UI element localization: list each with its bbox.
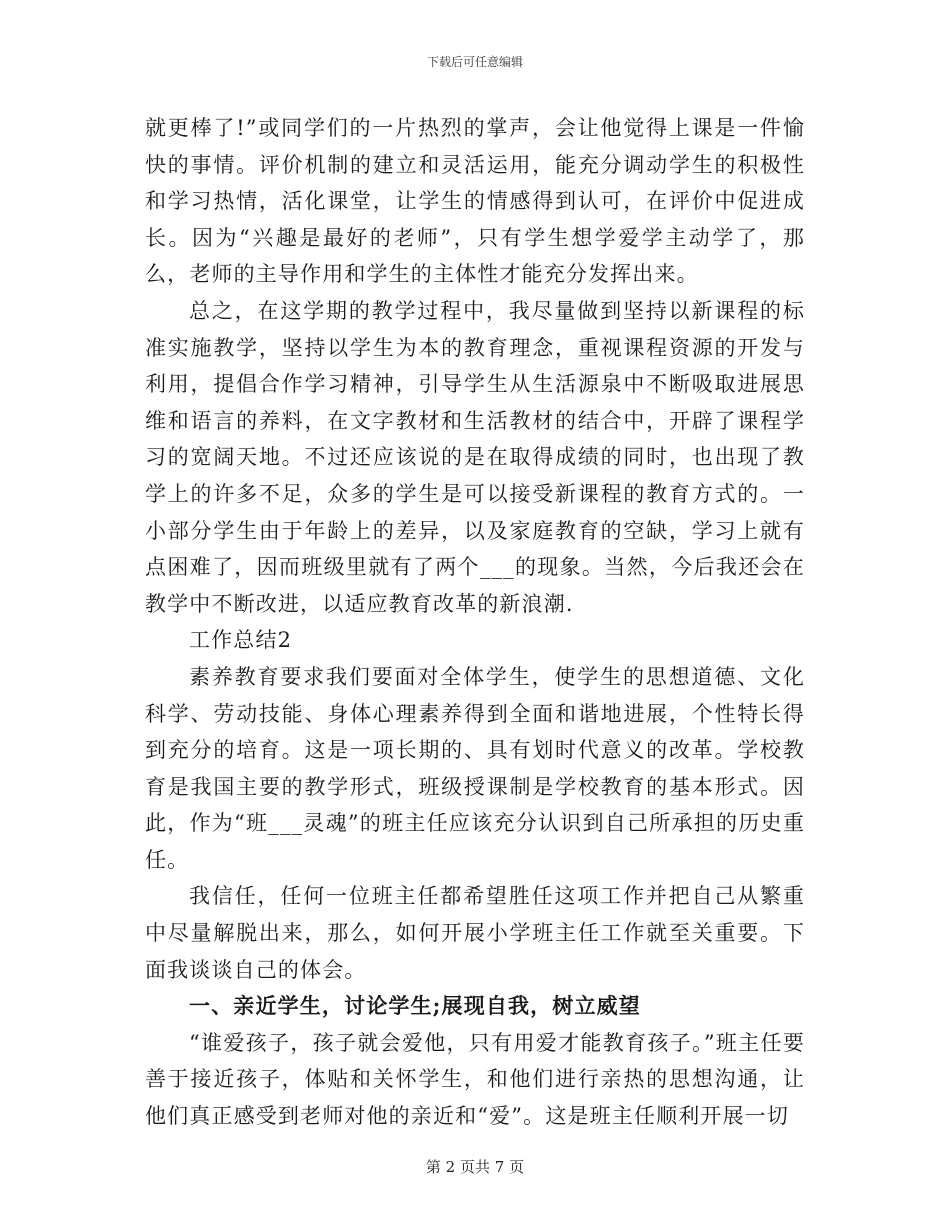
page-header: 下载后可任意编辑 (426, 55, 523, 69)
page-footer: 第 2 页共 7 页 (425, 1158, 525, 1176)
section-heading-approach-students: 一、亲近学生，讨论学生;展现自我，树立威望 (189, 993, 641, 1019)
paragraph-love-children: “谁爱孩子，孩子就会爱他，只有用爱才能教育孩子。”班主任要善于接近孩子，体贴和关怀学生，和他们进行亲热的思想沟通，让他们真正感受到老师对他的亲近和“爱”。这是班主任顺利开展一切 (145, 1030, 805, 1129)
paragraph-summary: 总之，在这学期的教学过程中，我尽量做到坚持以新课程的标准实施教学，坚持以学生为本的教育理念，重视课程资源的开发与利用，提倡合作学习精神，引导学生从生活源泉中不断吸取进展思维和语言的养料，在文字教材和生活教材的结合中，开辟了课程学习的宽阔天地。不过还应该说的是在取得成绩的同时，也出现了教学上的许多不足，众多的学生是可以接受新课程的教育方式的。一小部分学生由于年龄上的差异，以及家庭教育的空缺，学习上就有点困难了，因而班级里就有了两个___的现象。当然，今后我还会在教学中不断改进，以适应教育改革的新浪潮. (145, 298, 805, 616)
document-body (145, 110, 805, 1135)
paragraph-belief: 我信任，任何一位班主任都希望胜任这项工作并把自己从繁重中尽量解脱出来，那么，如何开展小学班主任工作就至关重要。下面我谈谈自己的体会。 (145, 884, 805, 982)
paragraph-quality-education: 素养教育要求我们要面对全体学生，使学生的思想道德、文化科学、劳动技能、身体心理素养得到全面和谐地进展，个性特长得到充分的培育。这是一项长期的、具有划时代意义的改革。学校教育是我国主要的教学形式，班级授课制是学校教育的基本形式。因此，作为“班___灵魂”的班主任应该充分认识到自己所承担的历史重任。 (145, 664, 805, 872)
section-title-work-summary-2: 工作总结2 (189, 628, 293, 653)
paragraph-evaluation-continued: 就更棒了!”或同学们的一片热烈的掌声，会让他觉得上课是一件愉快的事情。评价机制的建立和灵活运用，能充分调动学生的积极性和学习热情，活化课堂，让学生的情感得到认可，在评价中促进成长。因为“兴趣是最好的老师”，只有学生想学爱学主动学了，那么，老师的主导作用和学生的主体性才能充分发挥出来。 (145, 116, 805, 287)
